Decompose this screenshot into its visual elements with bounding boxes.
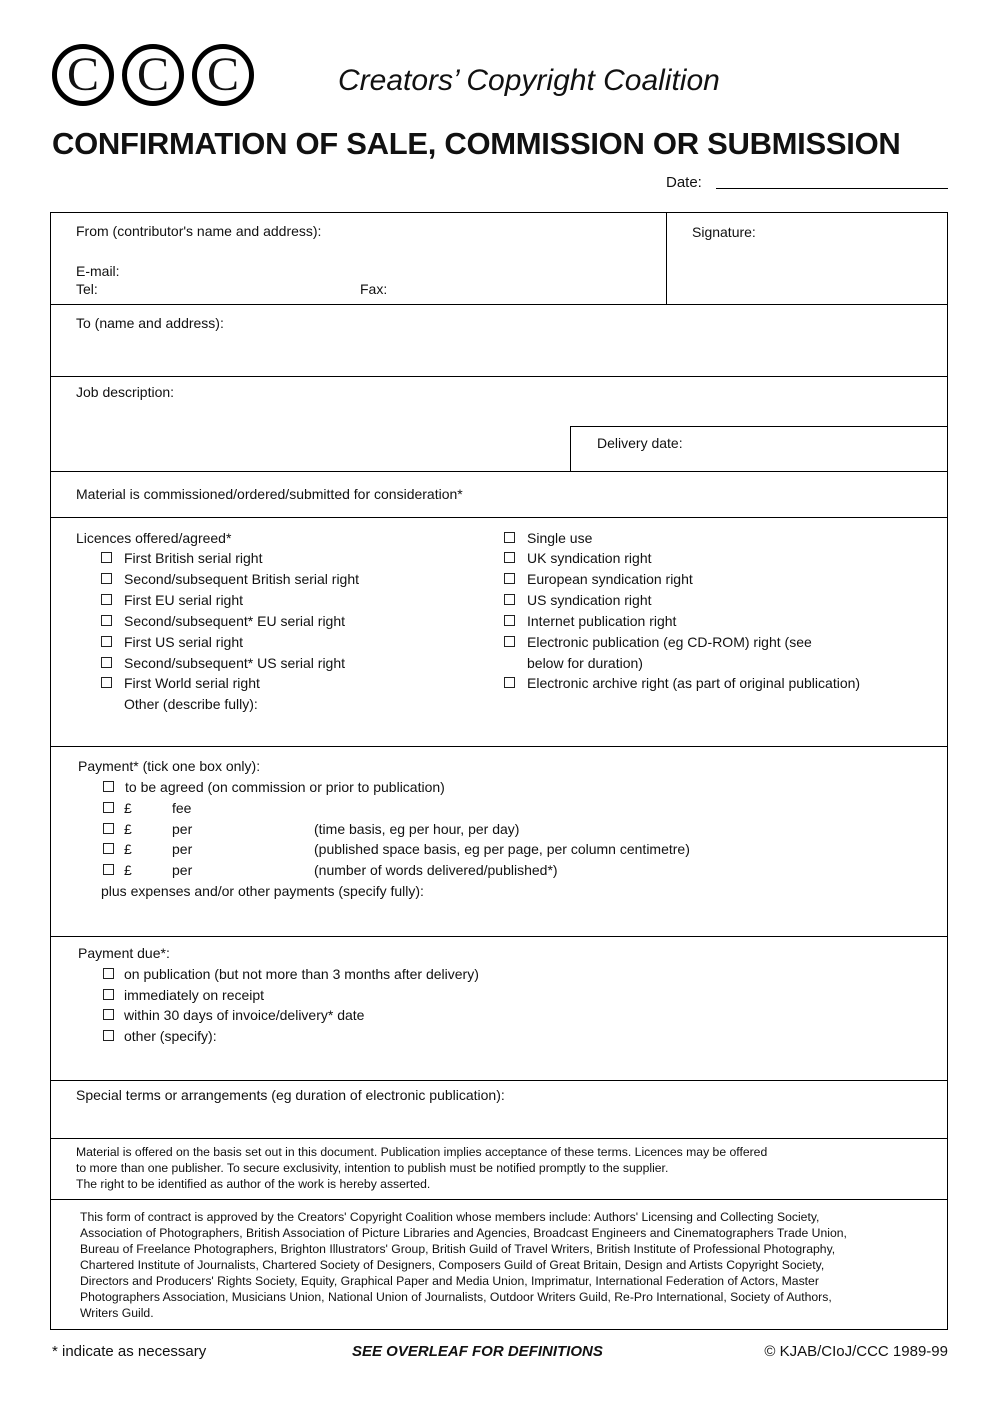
date-label: Date: xyxy=(666,174,702,191)
approval-line: Photographers Association, Musicians Union, National Union of Journalists, Outdoor Writers Guild, Re-Pro International, Society of Authors, xyxy=(80,1290,832,1304)
tel-label: Tel: xyxy=(76,281,98,297)
copyright-icon: C xyxy=(122,44,184,106)
footer-copyright: © KJAB/CIoJ/CCC 1989-99 xyxy=(764,1343,948,1360)
checkbox-icon[interactable] xyxy=(101,677,112,688)
fax-label: Fax: xyxy=(360,281,388,297)
approval-line: Chartered Institute of Journalists, Chartered Society of Designers, Composers Guild of Great Britain, Design and Artists Copyright Society, xyxy=(80,1258,825,1272)
payment-due-option: within 30 days of invoice/delivery* date xyxy=(124,1007,365,1023)
footer-overleaf: SEE OVERLEAF FOR DEFINITIONS xyxy=(352,1343,603,1360)
checkbox-icon[interactable] xyxy=(504,636,515,647)
divider xyxy=(51,746,947,747)
form-box xyxy=(50,212,948,1330)
divider xyxy=(51,1138,947,1139)
checkbox-icon[interactable] xyxy=(103,823,114,834)
ccc-logo xyxy=(52,44,282,112)
checkbox-icon[interactable] xyxy=(103,864,114,875)
org-name: Creators’ Copyright Coalition xyxy=(338,64,720,97)
copyright-icon: C xyxy=(192,44,254,106)
divider xyxy=(51,304,947,305)
licence-option: Second/subsequent* EU serial right xyxy=(124,613,346,629)
checkbox-icon[interactable] xyxy=(101,552,112,563)
licence-option: Internet publication right xyxy=(527,613,677,629)
licence-option: European syndication right xyxy=(527,571,693,587)
approval-line: Directors and Producers' Rights Society, Equity, Graphical Paper and Media Union, Imprimatur, International Federation of Actors, Master xyxy=(80,1274,819,1288)
checkbox-icon[interactable] xyxy=(504,573,515,584)
divider xyxy=(51,517,947,518)
other-licence-label: Other (describe fully): xyxy=(124,696,258,712)
per-label: per xyxy=(172,841,193,857)
copyright-icon: C xyxy=(52,44,114,106)
per-note: (time basis, eg per hour, per day) xyxy=(314,821,520,837)
date-field[interactable] xyxy=(716,188,948,189)
payment-due-option: on publication (but not more than 3 months after delivery) xyxy=(124,966,479,982)
email-label: E-mail: xyxy=(76,263,120,279)
licence-option: Second/subsequent British serial right xyxy=(124,571,360,587)
checkbox-icon[interactable] xyxy=(504,677,515,688)
licence-option: US syndication right xyxy=(527,592,652,608)
special-terms-label: Special terms or arrangements (eg duration of electronic publication): xyxy=(76,1087,505,1103)
licence-option: First US serial right xyxy=(124,634,244,650)
licences-label: Licences offered/agreed* xyxy=(76,530,232,546)
payment-due-option: immediately on receipt xyxy=(124,987,265,1003)
expenses-label: plus expenses and/or other payments (specify fully): xyxy=(101,883,424,899)
from-label: From (contributor's name and address): xyxy=(76,223,322,239)
checkbox-icon[interactable] xyxy=(101,636,112,647)
payment-due-label: Payment due*: xyxy=(78,945,170,961)
delivery-date-label: Delivery date: xyxy=(597,435,683,451)
signature-label: Signature: xyxy=(692,224,756,240)
checkbox-icon[interactable] xyxy=(103,1030,114,1041)
licence-option: Electronic archive right (as part of original publication) xyxy=(527,675,861,691)
page-title: CONFIRMATION OF SALE, COMMISSION OR SUBMISSION xyxy=(52,126,901,161)
licence-option: First British serial right xyxy=(124,550,263,566)
checkbox-icon[interactable] xyxy=(101,573,112,584)
divider xyxy=(570,426,947,427)
currency-symbol: £ xyxy=(124,841,132,857)
divider xyxy=(570,426,571,471)
payment-label: Payment* (tick one box only): xyxy=(78,758,261,774)
per-label: per xyxy=(172,821,193,837)
divider xyxy=(51,936,947,937)
terms-line: Material is offered on the basis set out in this document. Publication implies acceptance of these terms. Licences may be offered xyxy=(76,1145,768,1159)
licence-option-continuation: below for duration) xyxy=(527,655,643,671)
licence-option: Electronic publication (eg CD-ROM) right (see xyxy=(527,634,812,650)
checkbox-icon[interactable] xyxy=(103,781,114,792)
checkbox-icon[interactable] xyxy=(504,532,515,543)
divider xyxy=(51,1080,947,1081)
checkbox-icon[interactable] xyxy=(101,615,112,626)
payment-option: to be agreed (on commission or prior to publication) xyxy=(125,779,445,795)
licence-option: UK syndication right xyxy=(527,550,652,566)
divider xyxy=(51,1199,947,1200)
material-label: Material is commissioned/ordered/submitted for consideration* xyxy=(76,486,463,502)
licence-option: Second/subsequent* US serial right xyxy=(124,655,346,671)
fee-label: fee xyxy=(172,800,192,816)
divider xyxy=(51,376,947,377)
checkbox-icon[interactable] xyxy=(103,843,114,854)
currency-symbol: £ xyxy=(124,821,132,837)
checkbox-icon[interactable] xyxy=(504,615,515,626)
checkbox-icon[interactable] xyxy=(103,802,114,813)
approval-line: Association of Photographers, British Association of Picture Libraries and Agencies, Broadcast Engineers and Cinematographers Trade Union, xyxy=(80,1226,847,1240)
per-note: (number of words delivered/published*) xyxy=(314,862,558,878)
approval-line: Writers Guild. xyxy=(80,1306,154,1320)
terms-line: to more than one publisher. To secure exclusivity, intention to publish must be notified promptly to the supplier. xyxy=(76,1161,669,1175)
to-label: To (name and address): xyxy=(76,315,224,331)
checkbox-icon[interactable] xyxy=(101,594,112,605)
divider xyxy=(666,213,667,304)
currency-symbol: £ xyxy=(124,800,132,816)
checkbox-icon[interactable] xyxy=(103,968,114,979)
approval-line: This form of contract is approved by the Creators' Copyright Coalition whose members include: Authors' Licensing and Collecting Society, xyxy=(80,1210,820,1224)
job-description-label: Job description: xyxy=(76,384,175,400)
terms-line: The right to be identified as author of the work is hereby asserted. xyxy=(76,1177,431,1191)
checkbox-icon[interactable] xyxy=(103,989,114,1000)
checkbox-icon[interactable] xyxy=(103,1009,114,1020)
licence-option: Single use xyxy=(527,530,593,546)
per-label: per xyxy=(172,862,193,878)
licence-option: First EU serial right xyxy=(124,592,244,608)
payment-due-option: other (specify): xyxy=(124,1028,217,1044)
checkbox-icon[interactable] xyxy=(504,594,515,605)
approval-line: Bureau of Freelance Photographers, Brighton Illustrators' Group, British Guild of Travel Writers, British Institute of Professional Photography, xyxy=(80,1242,836,1256)
checkbox-icon[interactable] xyxy=(504,552,515,563)
footer-note: * indicate as necessary xyxy=(52,1343,207,1360)
checkbox-icon[interactable] xyxy=(101,657,112,668)
divider xyxy=(51,471,947,472)
currency-symbol: £ xyxy=(124,862,132,878)
per-note: (published space basis, eg per page, per column centimetre) xyxy=(314,841,690,857)
licence-option: First World serial right xyxy=(124,675,260,691)
